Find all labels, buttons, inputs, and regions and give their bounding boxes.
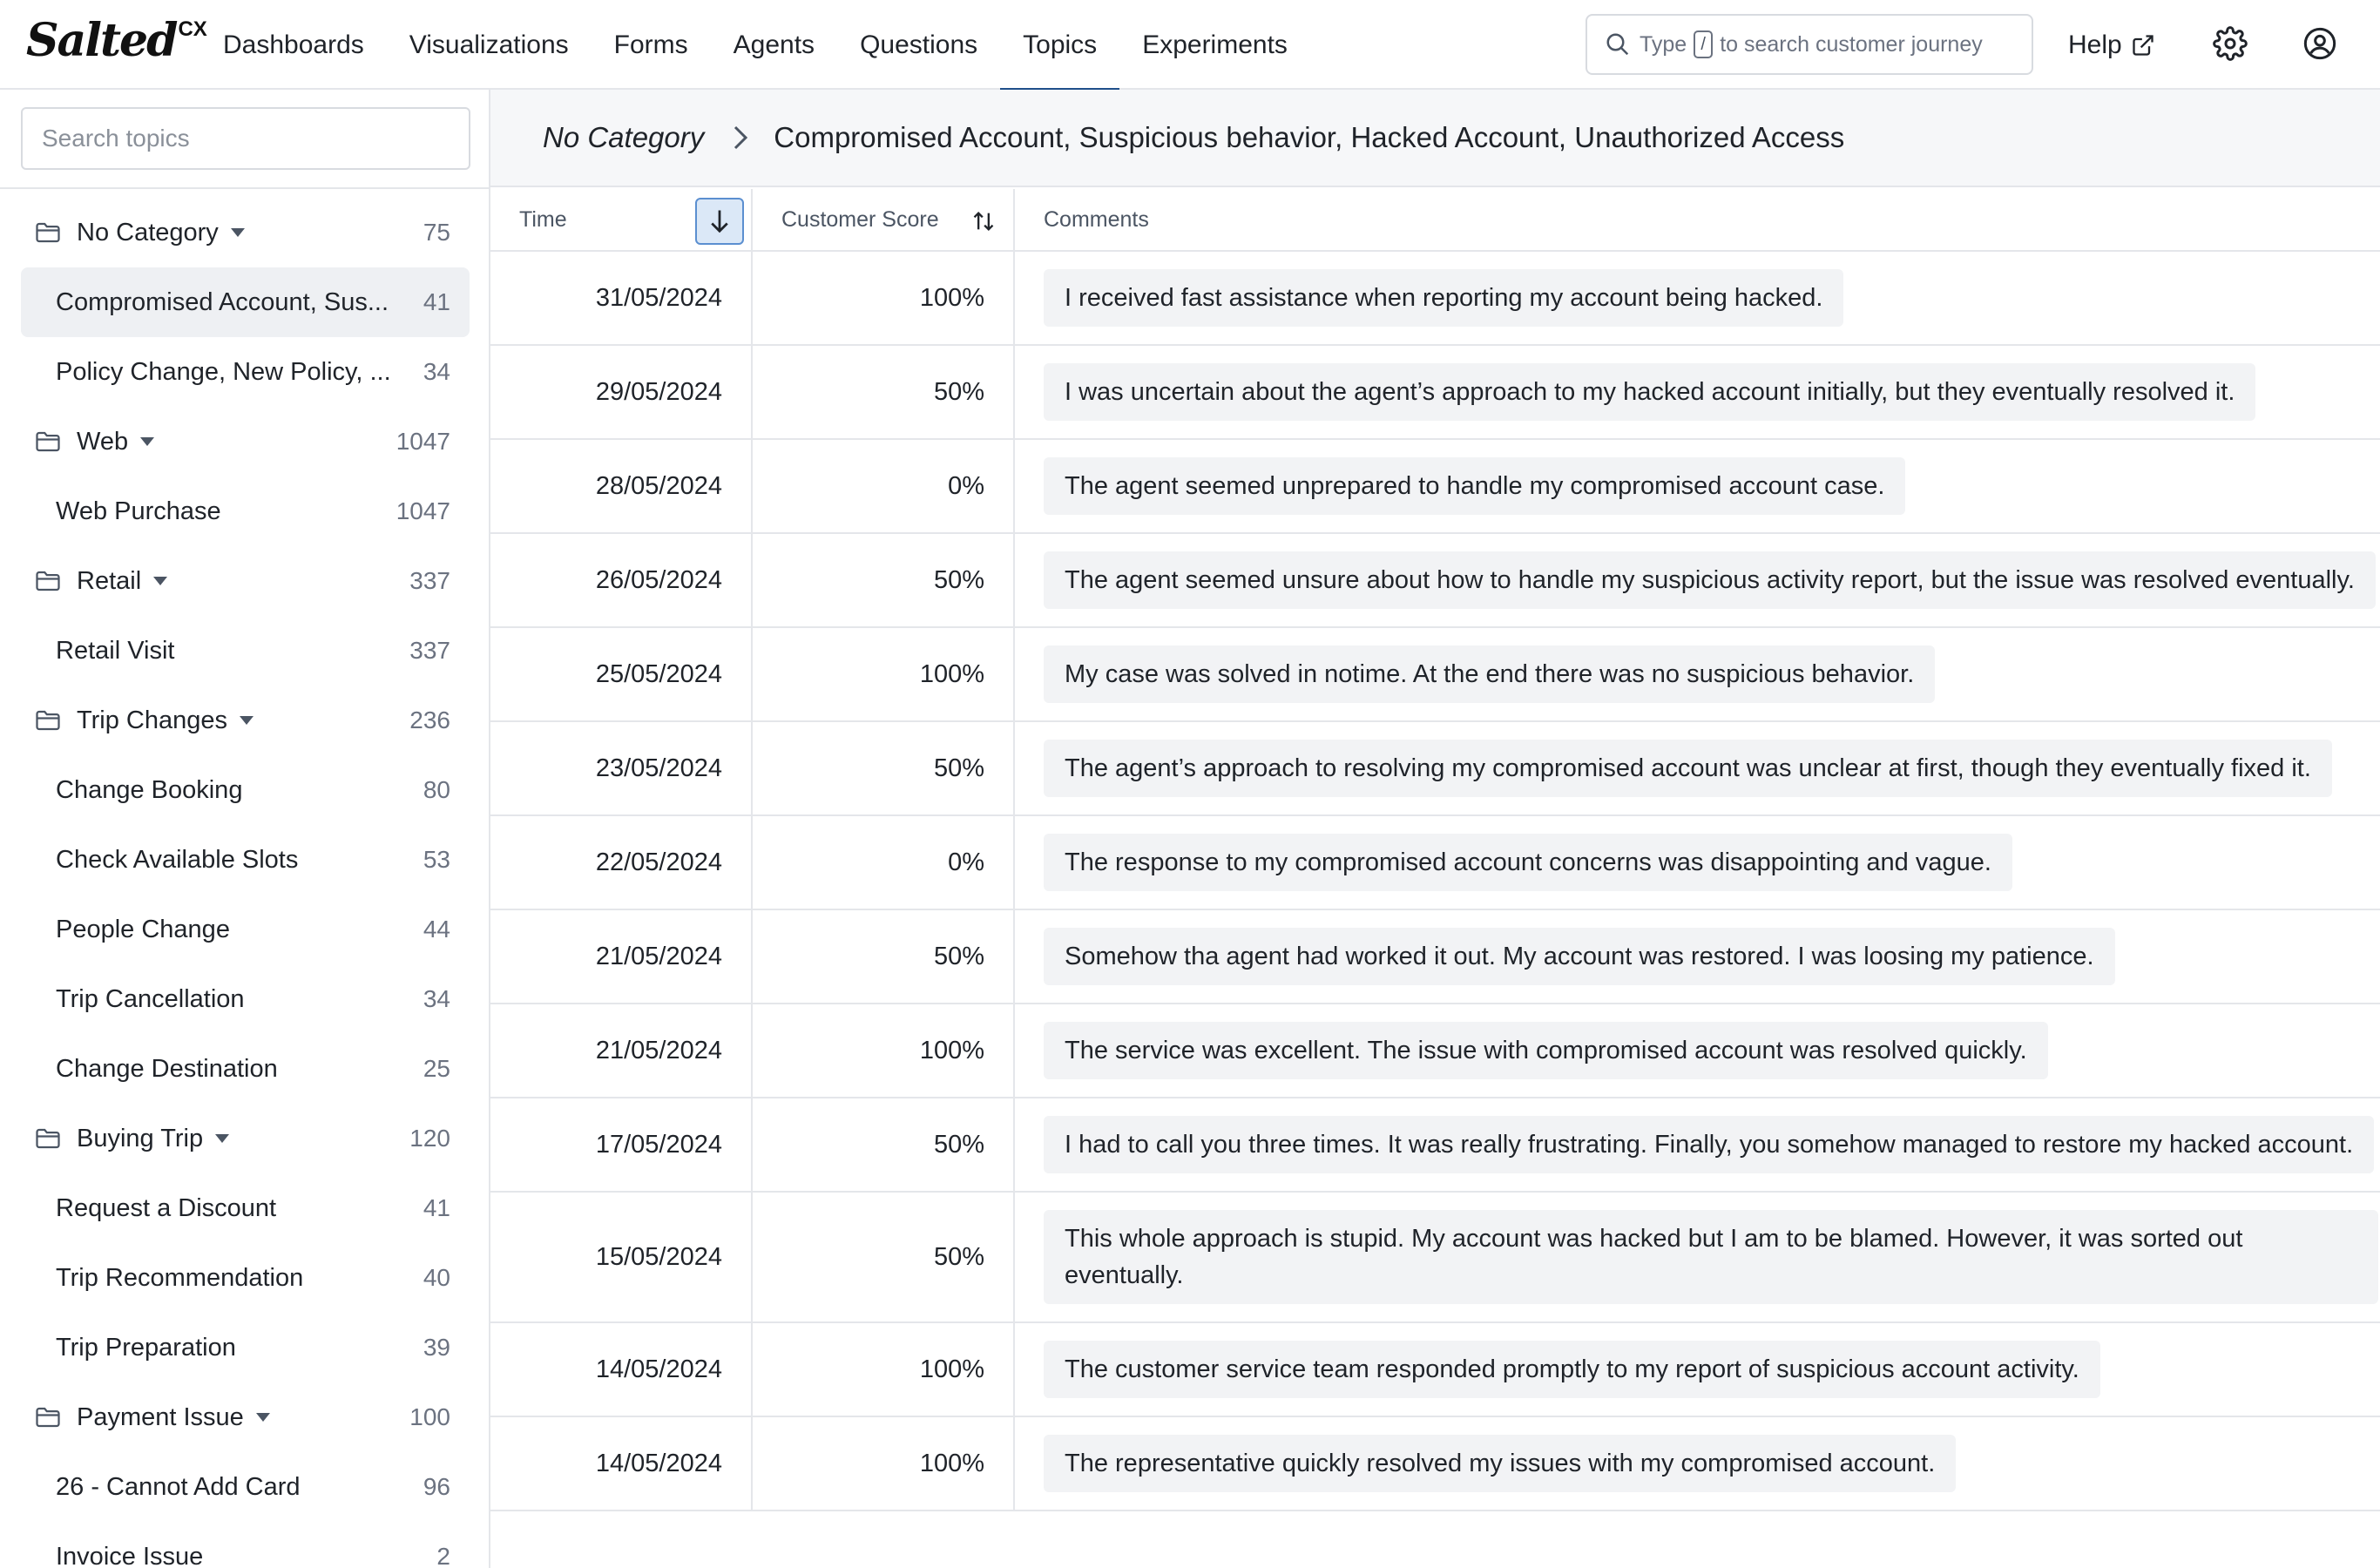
- table-row: [490, 910, 2380, 1004]
- sidebar-category[interactable]: [0, 407, 490, 476]
- table-row: [490, 1417, 2380, 1511]
- cell-comment: [1015, 1417, 2380, 1510]
- help-link[interactable]: [2068, 0, 2155, 90]
- category-label: Buying Trip: [77, 1124, 204, 1152]
- table-row: [490, 722, 2380, 816]
- cell-comment: [1015, 722, 2380, 814]
- topic-count: 39: [423, 1334, 450, 1361]
- topic-tree: [0, 198, 490, 1568]
- table-row: [490, 628, 2380, 722]
- sidebar-divider: [0, 187, 490, 189]
- sidebar-topic[interactable]: [0, 895, 490, 964]
- breadcrumb-category[interactable]: No Category: [543, 121, 705, 153]
- category-count: 75: [423, 219, 450, 246]
- cell-comment: [1015, 534, 2380, 626]
- search-shortcut-key: /: [1694, 30, 1713, 58]
- comment-bubble: Somehow tha agent had worked it out. My account was restored. I was loosing my patience.: [1044, 928, 2115, 985]
- sort-descending-button[interactable]: [695, 198, 744, 245]
- cell-score: 50%: [753, 722, 1015, 814]
- cell-comment: [1015, 1004, 2380, 1097]
- comment-bubble: The agent seemed unprepared to handle my compromised account case.: [1044, 457, 1905, 515]
- comment-bubble: I received fast assistance when reporting my account being hacked.: [1044, 269, 1843, 327]
- table-row: [490, 1193, 2380, 1323]
- sidebar-topic[interactable]: [0, 616, 490, 686]
- category-label: Trip Changes: [77, 706, 228, 734]
- caret-down-icon[interactable]: [140, 437, 154, 446]
- comment-bubble: The service was excellent. The issue with compromised account was resolved quickly.: [1044, 1022, 2048, 1079]
- sidebar-topic[interactable]: [0, 337, 490, 407]
- chevron-right-icon: [730, 125, 751, 151]
- comment-bubble: The agent seemed unsure about how to handle my suspicious activity report, but the issue was resolved eventually.: [1044, 551, 2376, 609]
- sidebar-topic[interactable]: [0, 1173, 490, 1243]
- topic-label: Trip Preparation: [56, 1333, 236, 1362]
- search-prefix: Type: [1640, 31, 1687, 57]
- column-label-comments: Comments: [1044, 206, 1149, 232]
- topic-detail-panel: [490, 90, 2380, 1568]
- topic-label: Invoice Issue: [56, 1542, 204, 1568]
- table-row: [490, 1004, 2380, 1098]
- cell-time: 25/05/2024: [490, 628, 753, 720]
- topic-count: 40: [423, 1264, 450, 1291]
- cell-score: 100%: [753, 1417, 1015, 1510]
- brand-name: Salted: [26, 14, 177, 67]
- topic-count: 53: [423, 846, 450, 873]
- topic-label: People Change: [56, 915, 230, 943]
- sidebar-topic[interactable]: [0, 1452, 490, 1522]
- caret-down-icon[interactable]: [153, 577, 167, 585]
- category-count: 236: [409, 706, 450, 733]
- sidebar-category[interactable]: [0, 1382, 490, 1452]
- topic-label: Compromised Account, Sus...: [56, 287, 389, 316]
- topic-label: 26 - Cannot Add Card: [56, 1472, 301, 1501]
- cell-comment: [1015, 1193, 2380, 1321]
- topic-count: 41: [423, 1194, 450, 1221]
- nav-agents[interactable]: Agents: [733, 30, 815, 59]
- cell-comment: [1015, 252, 2380, 344]
- topic-label: Trip Cancellation: [56, 984, 245, 1013]
- nav-visualizations[interactable]: Visualizations: [409, 30, 569, 59]
- comment-bubble: I had to call you three times. It was really frustrating. Finally, you somehow managed to restore my hacked account.: [1044, 1116, 2374, 1173]
- topic-label: Change Destination: [56, 1054, 278, 1083]
- sidebar-category[interactable]: [0, 198, 490, 267]
- cell-time: 31/05/2024: [490, 252, 753, 344]
- cell-time: 28/05/2024: [490, 440, 753, 532]
- folder-icon: [35, 430, 61, 453]
- topic-label: Request a Discount: [56, 1193, 277, 1222]
- breadcrumb-topic: Compromised Account, Suspicious behavior, Hacked Account, Unauthorized Access: [774, 121, 1845, 153]
- nav-dashboards[interactable]: Dashboards: [223, 30, 364, 59]
- cell-score: 50%: [753, 1193, 1015, 1321]
- cell-time: 23/05/2024: [490, 722, 753, 814]
- table-row: [490, 534, 2380, 628]
- search-suffix: to search customer journey: [1720, 31, 1983, 57]
- cell-score: 0%: [753, 440, 1015, 532]
- topic-count: 44: [423, 916, 450, 943]
- table-row: [490, 252, 2380, 346]
- search-icon: [1605, 31, 1631, 57]
- topic-label: Change Booking: [56, 775, 243, 804]
- topic-count: 2: [436, 1543, 450, 1568]
- comment-bubble: The customer service team responded promptly to my report of suspicious account activity.: [1044, 1341, 2100, 1398]
- sidebar-topic-selected[interactable]: [21, 267, 470, 337]
- topic-label: Check Available Slots: [56, 845, 299, 874]
- cell-time: 29/05/2024: [490, 346, 753, 438]
- cell-comment: [1015, 1323, 2380, 1416]
- cell-time: 22/05/2024: [490, 816, 753, 909]
- comment-bubble: The response to my compromised account concerns was disappointing and vague.: [1044, 834, 2012, 891]
- comment-bubble: My case was solved in notime. At the end there was no suspicious behavior.: [1044, 645, 1935, 703]
- caret-down-icon[interactable]: [256, 1413, 270, 1422]
- topic-count: 337: [409, 637, 450, 664]
- cell-score: 100%: [753, 1004, 1015, 1097]
- brand-logo[interactable]: [26, 12, 207, 73]
- table-body: [490, 252, 2380, 1511]
- cell-score: 50%: [753, 1098, 1015, 1191]
- sort-icon[interactable]: [971, 208, 996, 234]
- cell-score: 100%: [753, 1323, 1015, 1416]
- table-header: [490, 189, 2380, 252]
- folder-icon: [35, 1406, 61, 1429]
- cell-time: 26/05/2024: [490, 534, 753, 626]
- topic-search-input[interactable]: [21, 107, 470, 170]
- column-label-score: Customer Score: [781, 206, 939, 232]
- sidebar-topic[interactable]: [0, 825, 490, 895]
- cell-time: 14/05/2024: [490, 1323, 753, 1416]
- nav-topics[interactable]: Topics: [1000, 0, 1119, 90]
- sidebar-topic[interactable]: [0, 964, 490, 1034]
- sidebar-topic[interactable]: [0, 755, 490, 825]
- topic-count: 34: [423, 985, 450, 1012]
- folder-icon: [35, 221, 61, 244]
- topic-count: 25: [423, 1055, 450, 1082]
- folder-icon: [35, 570, 61, 592]
- sidebar-topic[interactable]: [0, 1034, 490, 1104]
- cell-score: 0%: [753, 816, 1015, 909]
- category-label: Payment Issue: [77, 1402, 244, 1431]
- cell-score: 50%: [753, 910, 1015, 1003]
- journey-search[interactable]: [1586, 14, 2033, 75]
- arrow-down-icon: [708, 208, 731, 234]
- sidebar-topic[interactable]: [0, 1243, 490, 1313]
- topic-label: Web Purchase: [56, 497, 221, 525]
- sidebar-topic[interactable]: [0, 476, 490, 546]
- topics-sidebar: [0, 90, 490, 1568]
- breadcrumb: [490, 90, 2380, 187]
- topic-label: Policy Change, New Policy, ...: [56, 357, 391, 386]
- category-count: 1047: [396, 428, 450, 455]
- topic-label: Trip Recommendation: [56, 1263, 304, 1292]
- cell-time: 21/05/2024: [490, 1004, 753, 1097]
- caret-down-icon[interactable]: [240, 716, 254, 725]
- topic-count: 96: [423, 1473, 450, 1500]
- gear-icon[interactable]: [2213, 26, 2248, 61]
- cell-time: 14/05/2024: [490, 1417, 753, 1510]
- column-header-time[interactable]: [490, 189, 753, 250]
- cell-comment: [1015, 1098, 2380, 1191]
- topic-count: 1047: [396, 497, 450, 524]
- brand-suffix: CX: [178, 17, 207, 41]
- category-count: 120: [409, 1125, 450, 1152]
- cell-time: 15/05/2024: [490, 1193, 753, 1321]
- category-label: No Category: [77, 218, 219, 247]
- comment-bubble: I was uncertain about the agent’s approach to my hacked account initially, but they eventually resolved it.: [1044, 363, 2255, 421]
- cell-score: 50%: [753, 346, 1015, 438]
- category-count: 100: [409, 1403, 450, 1430]
- column-header-comments: [1015, 189, 2380, 250]
- cell-comment: [1015, 910, 2380, 1003]
- cell-score: 100%: [753, 628, 1015, 720]
- sidebar-category[interactable]: [0, 686, 490, 755]
- table-row: [490, 346, 2380, 440]
- folder-icon: [35, 1127, 61, 1150]
- help-label: Help: [2068, 30, 2122, 59]
- topic-count: 41: [423, 288, 450, 315]
- caret-down-icon[interactable]: [231, 228, 245, 237]
- table-row: [490, 1323, 2380, 1417]
- folder-icon: [35, 709, 61, 732]
- sidebar-topic[interactable]: [0, 1313, 490, 1382]
- sidebar-category[interactable]: [0, 1104, 490, 1173]
- table-row: [490, 816, 2380, 910]
- nav-questions[interactable]: Questions: [860, 30, 978, 59]
- nav-experiments[interactable]: Experiments: [1142, 30, 1288, 59]
- column-header-score[interactable]: [753, 189, 1015, 250]
- comment-bubble: The representative quickly resolved my issues with my compromised account.: [1044, 1435, 1956, 1492]
- cell-score: 50%: [753, 534, 1015, 626]
- cell-comment: [1015, 816, 2380, 909]
- table-row: [490, 1098, 2380, 1193]
- comment-bubble: This whole approach is stupid. My account was hacked but I am to be blamed. However, it was sorted out eventually.: [1044, 1210, 2378, 1304]
- sidebar-category[interactable]: [0, 546, 490, 616]
- cell-time: 21/05/2024: [490, 910, 753, 1003]
- cell-comment: [1015, 440, 2380, 532]
- cell-comment: [1015, 346, 2380, 438]
- user-account-icon[interactable]: [2302, 26, 2337, 61]
- cell-time: 17/05/2024: [490, 1098, 753, 1191]
- category-count: 337: [409, 567, 450, 594]
- topic-count: 80: [423, 776, 450, 803]
- category-label: Retail: [77, 566, 142, 595]
- external-link-icon: [2131, 33, 2155, 57]
- cell-score: 100%: [753, 252, 1015, 344]
- cell-comment: [1015, 628, 2380, 720]
- top-navigation-bar: [0, 0, 2380, 90]
- topic-count: 34: [423, 358, 450, 385]
- column-label-time: Time: [519, 206, 567, 232]
- topic-label: Retail Visit: [56, 636, 175, 665]
- category-label: Web: [77, 427, 129, 456]
- main-nav: [200, 0, 1310, 90]
- caret-down-icon[interactable]: [215, 1134, 229, 1143]
- sidebar-topic[interactable]: [0, 1522, 490, 1568]
- comments-table: [490, 189, 2380, 1511]
- nav-forms[interactable]: Forms: [613, 30, 688, 59]
- table-row: [490, 440, 2380, 534]
- comment-bubble: The agent’s approach to resolving my compromised account was unclear at first, though they eventually fixed it.: [1044, 740, 2332, 797]
